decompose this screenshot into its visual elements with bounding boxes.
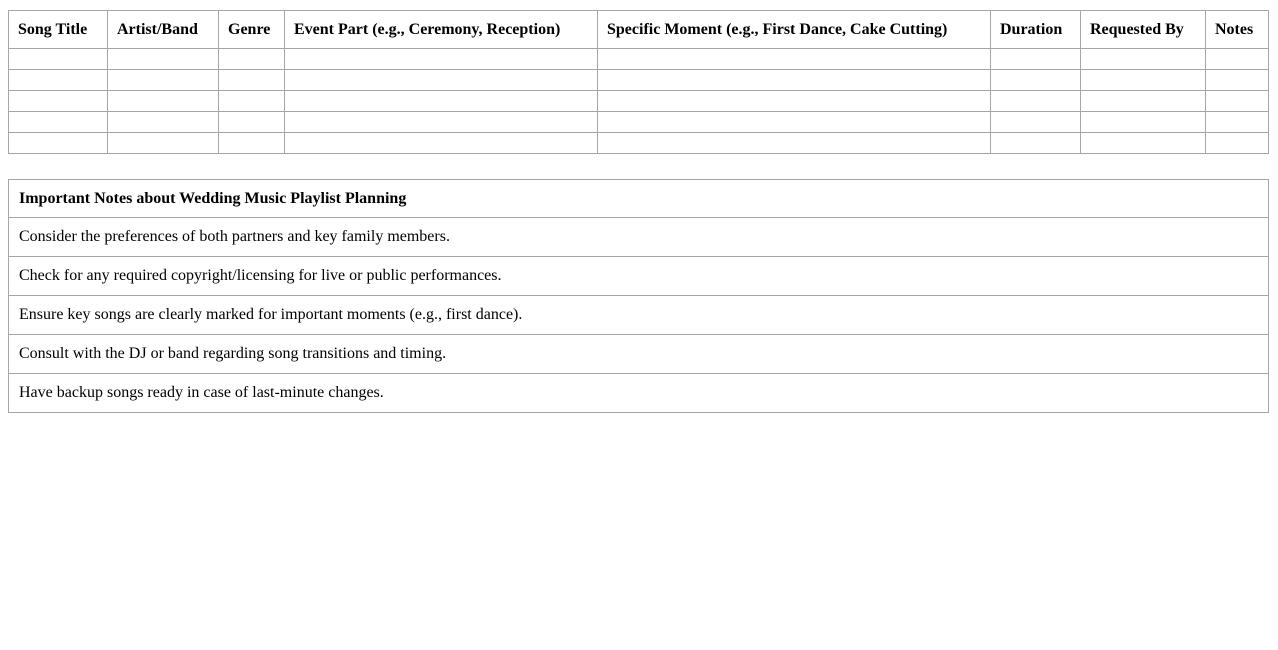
notes-title-row <box>9 180 1269 218</box>
playlist-cell <box>219 133 285 154</box>
playlist-cell <box>1081 49 1206 70</box>
playlist-row <box>9 49 1269 70</box>
playlist-cell <box>991 91 1081 112</box>
playlist-cell <box>108 133 219 154</box>
playlist-cell <box>108 112 219 133</box>
column-header-genre: Genre <box>219 11 285 49</box>
playlist-cell <box>1206 133 1269 154</box>
playlist-cell <box>108 49 219 70</box>
note-item: Consult with the DJ or band regarding song transitions and timing. <box>9 335 1269 374</box>
playlist-cell <box>1081 70 1206 91</box>
playlist-cell <box>991 133 1081 154</box>
note-row <box>9 296 1269 335</box>
playlist-row <box>9 91 1269 112</box>
note-row <box>9 335 1269 374</box>
playlist-row <box>9 70 1269 91</box>
playlist-cell <box>598 70 991 91</box>
playlist-cell <box>219 112 285 133</box>
column-header-duration: Duration <box>991 11 1081 49</box>
note-row <box>9 257 1269 296</box>
note-item: Consider the preferences of both partners and key family members. <box>9 218 1269 257</box>
column-header-event-part: Event Part (e.g., Ceremony, Reception) <box>285 11 598 49</box>
playlist-cell <box>598 91 991 112</box>
note-row <box>9 374 1269 413</box>
playlist-cell <box>9 133 108 154</box>
playlist-table <box>8 10 1269 154</box>
notes-title: Important Notes about Wedding Music Playlist Planning <box>9 180 1269 218</box>
playlist-cell <box>108 91 219 112</box>
playlist-cell <box>219 49 285 70</box>
playlist-cell <box>991 70 1081 91</box>
playlist-cell <box>9 70 108 91</box>
playlist-cell <box>1206 49 1269 70</box>
playlist-cell <box>1206 91 1269 112</box>
playlist-cell <box>108 70 219 91</box>
notes-table <box>8 179 1269 413</box>
column-header-notes: Notes <box>1206 11 1269 49</box>
playlist-cell <box>9 49 108 70</box>
playlist-row <box>9 133 1269 154</box>
column-header-requested-by: Requested By <box>1081 11 1206 49</box>
playlist-cell <box>1081 133 1206 154</box>
playlist-cell <box>285 70 598 91</box>
playlist-cell <box>219 91 285 112</box>
playlist-cell <box>1081 112 1206 133</box>
playlist-cell <box>219 70 285 91</box>
playlist-cell <box>598 133 991 154</box>
playlist-cell <box>9 91 108 112</box>
playlist-cell <box>285 133 598 154</box>
note-item: Ensure key songs are clearly marked for important moments (e.g., first dance). <box>9 296 1269 335</box>
playlist-header-row <box>9 11 1269 49</box>
note-item: Check for any required copyright/licensing for live or public performances. <box>9 257 1269 296</box>
playlist-cell <box>285 91 598 112</box>
column-header-song-title: Song Title <box>9 11 108 49</box>
note-item: Have backup songs ready in case of last-minute changes. <box>9 374 1269 413</box>
column-header-specific-moment: Specific Moment (e.g., First Dance, Cake Cutting) <box>598 11 991 49</box>
playlist-cell <box>1206 112 1269 133</box>
playlist-cell <box>991 112 1081 133</box>
playlist-cell <box>285 112 598 133</box>
playlist-cell <box>9 112 108 133</box>
column-header-artist-band: Artist/Band <box>108 11 219 49</box>
playlist-cell <box>991 49 1081 70</box>
playlist-cell <box>1206 70 1269 91</box>
playlist-cell <box>598 49 991 70</box>
playlist-cell <box>1081 91 1206 112</box>
playlist-row <box>9 112 1269 133</box>
playlist-cell <box>285 49 598 70</box>
note-row <box>9 218 1269 257</box>
playlist-cell <box>598 112 991 133</box>
